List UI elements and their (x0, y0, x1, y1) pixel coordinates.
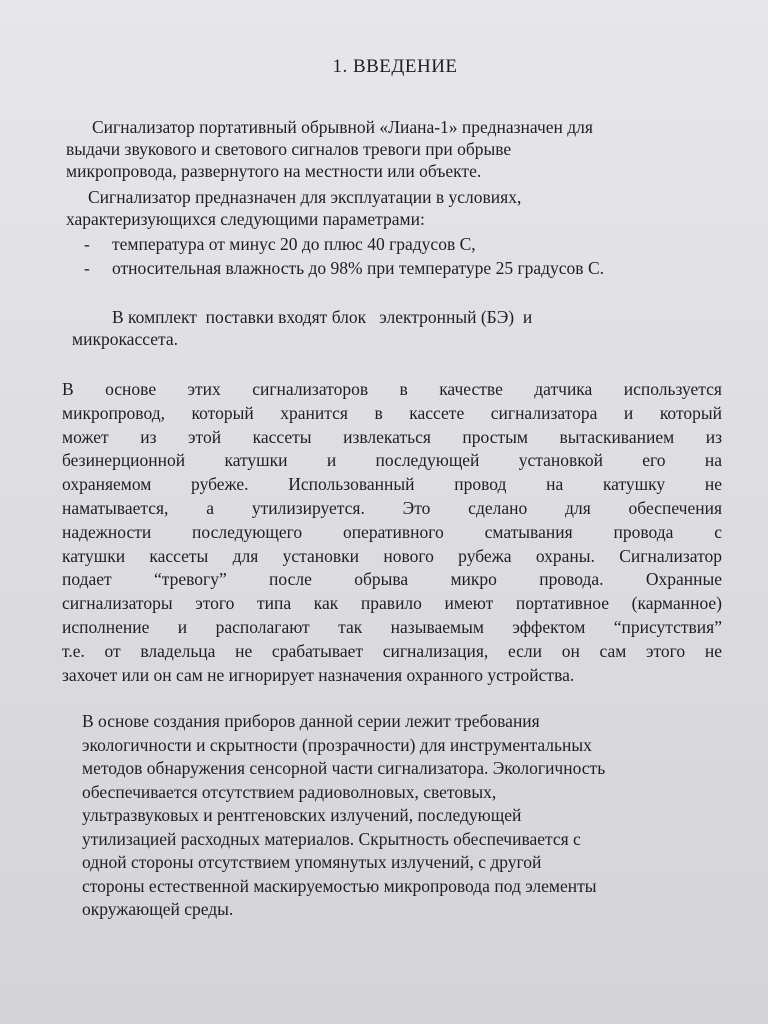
list-item (84, 233, 724, 255)
text-line: ультразвуковых и рентгеновских излучений, последующей (82, 805, 522, 825)
text-line: сигнализаторы этого типа как правило имеют портативное (карманное) (62, 593, 722, 614)
paragraph-ecology (82, 710, 722, 922)
text-line: экологичности и скрытности (прозрачности) для инструментальных (82, 734, 592, 755)
text-line: В основе создания приборов данной серии лежит требования (82, 711, 540, 731)
text-line: микропровод, который хранится в кассете сигнализатора и который (62, 402, 722, 423)
text-line: захочет или он сам не игнорирует назначения охранного устройства. (62, 664, 575, 685)
text-line: катушки кассеты для установки нового рубежа охраны. Сигнализатор (62, 545, 722, 566)
paragraph-kit (66, 306, 716, 350)
text-line: В комплект поставки входят блок электронный (БЭ) и (112, 307, 533, 327)
paragraph-conditions (66, 186, 716, 230)
text-line: окружающей среды. (82, 899, 234, 919)
list-item-text: относительная влажность до 98% при температуре 25 градусов С. (112, 258, 604, 278)
text-line: подает “тревогу” после обрыва микро провода. Охранные (62, 569, 722, 590)
list-item (84, 257, 724, 279)
conditions-list (84, 233, 724, 279)
text-line: обеспечивается отсутствием радиоволновых, световых, (82, 781, 497, 802)
text-line: методов обнаружения сенсорной части сигнализатора. Экологичность (82, 758, 606, 778)
paragraph-principle (62, 378, 722, 687)
text-line: исполнение и располагают так называемым эффектом “присутствия” (62, 616, 722, 637)
list-marker: - (84, 234, 90, 254)
text-line: безинерционной катушки и последующей установкой его на (62, 450, 722, 471)
list-marker: - (84, 258, 90, 278)
text-line: микрокассета. (72, 329, 178, 349)
text-line: характеризующихся следующими параметрами: (66, 209, 425, 229)
text-line: охраняемом рубеже. Использованный провод на катушку не (62, 474, 722, 495)
text-line: т.е. от владельца не срабатывает сигнализация, если он сам этого не (62, 640, 722, 661)
text-line: В основе этих сигнализаторов в качестве датчика используется (62, 379, 722, 399)
text-line: Сигнализатор портативный обрывной «Лиана-1» предназначен для (92, 117, 593, 137)
text-line: микропровода, развернутого на местности или объекте. (66, 161, 482, 181)
section-heading: 1. ВВЕДЕНИЕ (332, 56, 458, 77)
text-line: стороны естественной маскируемостью микропровода под элементы (82, 875, 597, 896)
list-item-text: температура от минус 20 до плюс 40 градусов С, (112, 234, 476, 254)
text-line: выдачи звукового и светового сигналов тревоги при обрыве (66, 139, 512, 159)
text-line: одной стороны отсутствием упомянутых излучений, с другой (82, 852, 542, 872)
text-line: может из этой кассеты извлекаться простым вытаскиванием из (62, 426, 722, 447)
text-line: наматывается, а утилизируется. Это сделано для обеспечения (62, 497, 722, 518)
text-line: утилизацией расходных материалов. Скрытность обеспечивается с (82, 828, 581, 849)
text-line: надежности последующего оперативного сматывания провода с (62, 521, 722, 542)
text-line: Сигнализатор предназначен для эксплуатации в условиях, (88, 187, 522, 207)
paragraph-intro (66, 116, 716, 182)
